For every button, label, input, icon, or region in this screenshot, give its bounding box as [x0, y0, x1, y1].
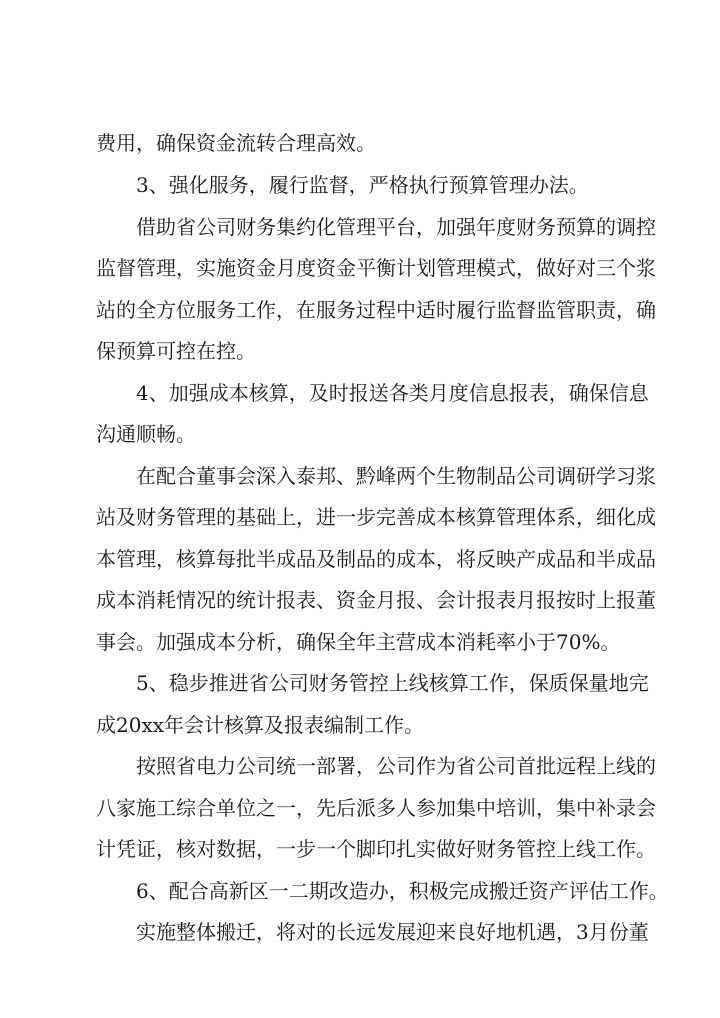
paragraph-line: 借助省公司财务集约化管理平台，加强年度财务预算的调控 — [136, 215, 656, 239]
paragraph-line: 费用，确保资金流转合理高效。 — [96, 131, 376, 155]
paragraph-line: 沟通顺畅。 — [96, 422, 196, 446]
paragraph-line: 监督管理，实施资金月度资金平衡计划管理模式，做好对三个浆 — [96, 256, 656, 280]
paragraph-line: 计凭证，核对数据，一步一个脚印扎实做好财务管控上线工作。 — [96, 837, 656, 861]
paragraph-line: 成20xx年会计核算及报表编制工作。 — [96, 713, 425, 737]
paragraph-line: 按照省电力公司统一部署，公司作为省公司首批远程上线的 — [136, 754, 656, 778]
paragraph-line: 本管理，核算每批半成品及制品的成本，将反映产成品和半成品 — [96, 547, 656, 571]
paragraph-line: 在配合董事会深入泰邦、黔峰两个生物制品公司调研学习浆 — [136, 464, 656, 488]
paragraph-line: 站的全方位服务工作，在服务过程中适时履行监督监管职责，确 — [96, 298, 656, 322]
paragraph-line: 保预算可控在控。 — [96, 339, 256, 363]
paragraph-line: 八家施工综合单位之一，先后派多人参加集中培训，集中补录会 — [96, 796, 656, 820]
section-heading-6: 6、配合高新区一二期改造办，积极完成搬迁资产评估工作。 — [136, 879, 669, 903]
paragraph-line: 实施整体搬迁，将对的长远发展迎来良好地机遇，3月份董 — [136, 920, 649, 944]
paragraph-line: 站及财务管理的基础上，进一步完善成本核算管理体系，细化成 — [96, 505, 656, 529]
section-heading-4: 4、加强成本核算，及时报送各类月度信息报表，确保信息 — [136, 381, 649, 405]
section-heading-5: 5、稳步推进省公司财务管控上线核算工作，保质保量地完 — [136, 671, 649, 695]
paragraph-line: 成本消耗情况的统计报表、资金月报、会计报表月报按时上报董 — [96, 588, 656, 612]
section-heading-3: 3、强化服务，履行监督，严格执行预算管理办法。 — [136, 173, 589, 197]
paragraph-line: 事会。加强成本分析，确保全年主营成本消耗率小于70%。 — [96, 630, 621, 654]
